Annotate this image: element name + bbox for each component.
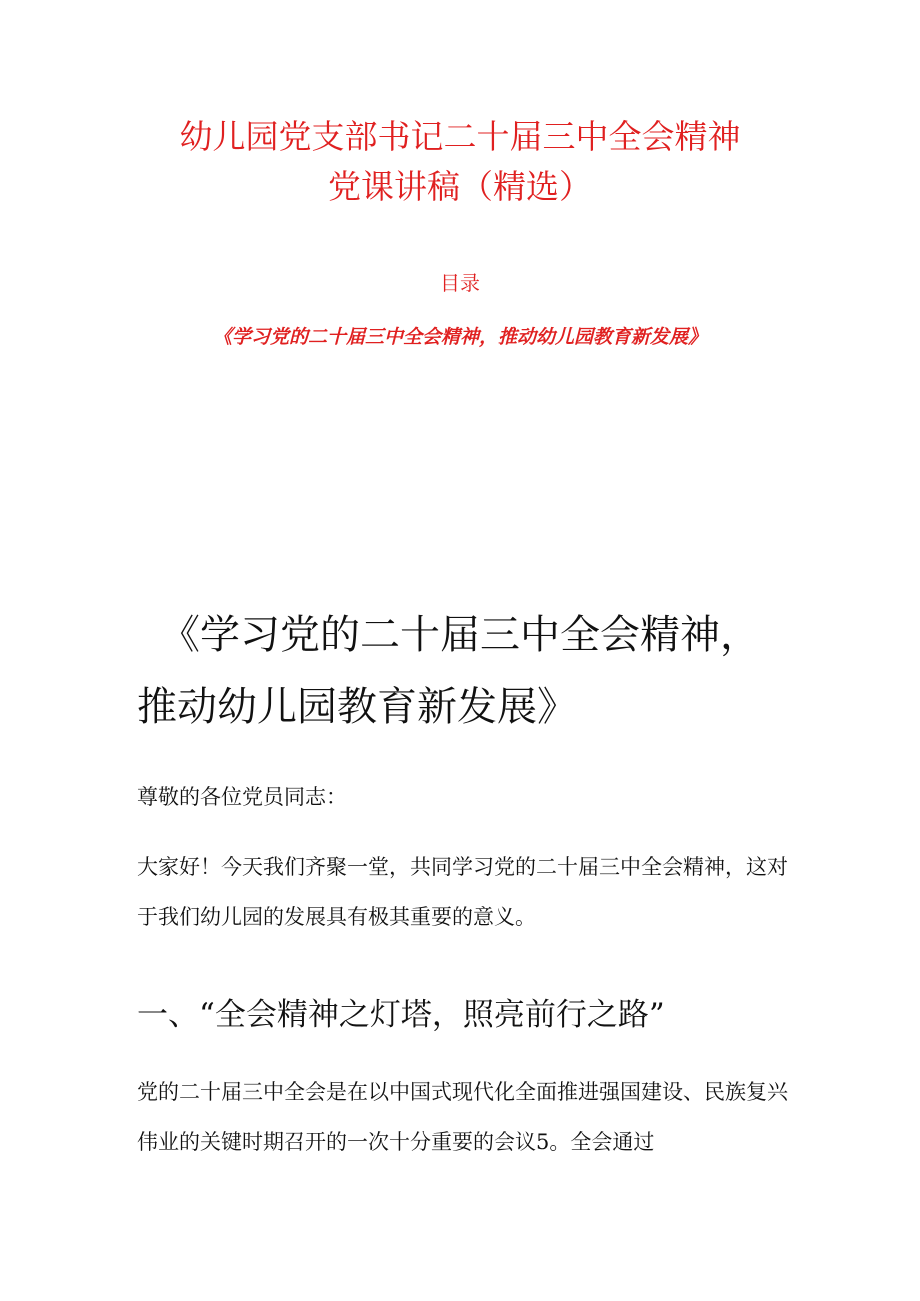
cover-title-line1: 幼儿园党支部书记二十届三中全会精神 xyxy=(179,117,741,156)
paragraph-section1: 党的二十届三中全会是在以中国式现代化全面推进强国建设、民族复兴伟业的关键时期召开的一次十分重要的会议5。全会通过 xyxy=(137,1080,788,1154)
toc-item[interactable]: 《学习党的二十届三中全会精神，推动幼儿园教育新发展》 xyxy=(212,326,707,348)
article-title-line1: 《学习党的二十届三中全会精神， xyxy=(160,612,760,658)
article-title-line2: 推动幼儿园教育新发展》 xyxy=(137,684,577,730)
toc-heading: 目录 xyxy=(440,271,480,295)
cover-title-line2: 党课讲稿（精选） xyxy=(328,167,592,206)
section-heading-1: 一、“全会精神之灯塔，照亮前行之路” xyxy=(137,997,665,1033)
paragraph-intro: 大家好！今天我们齐聚一堂，共同学习党的二十届三中全会精神，这对于我们幼儿园的发展具有极其重要的意义。 xyxy=(137,855,788,929)
salutation: 尊敬的各位党员同志： xyxy=(137,785,347,809)
